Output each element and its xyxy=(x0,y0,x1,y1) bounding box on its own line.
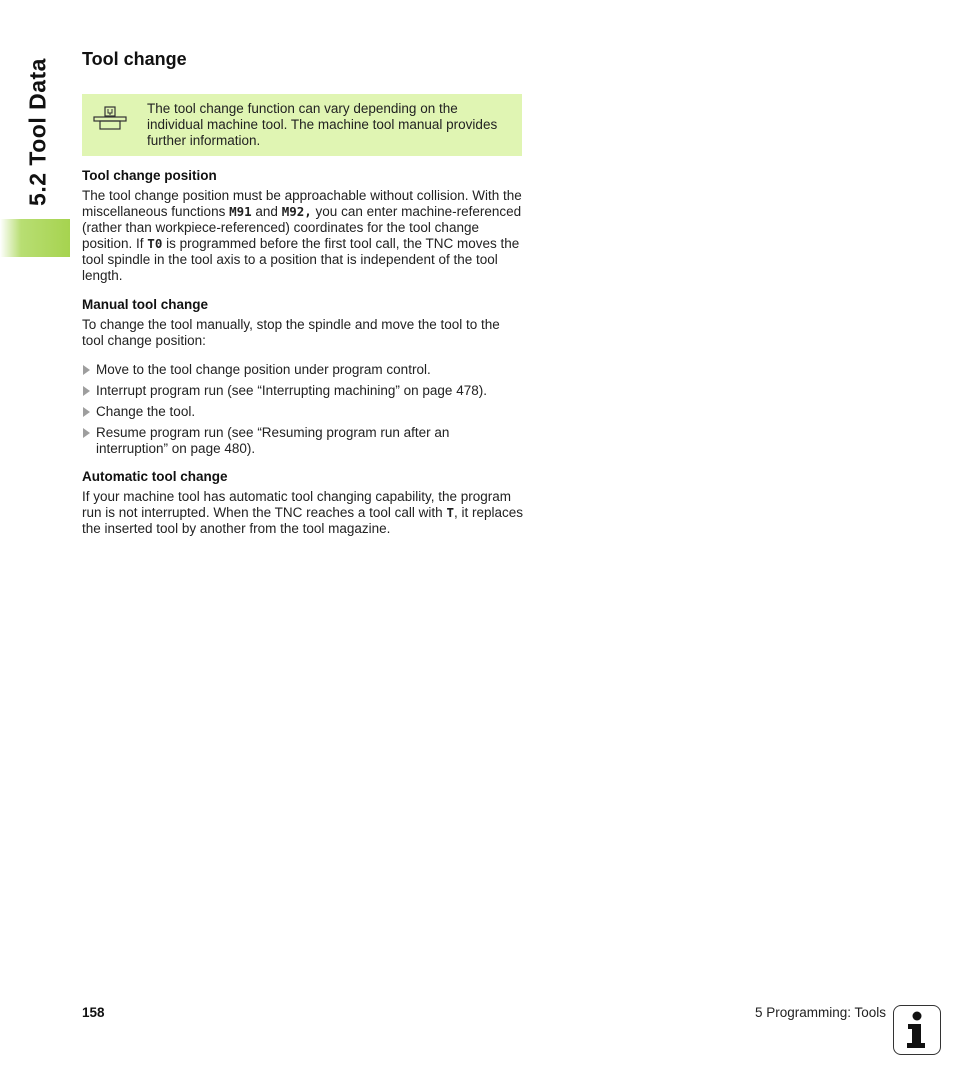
sidebar-section-label xyxy=(18,48,58,216)
automatic-paragraph xyxy=(82,489,524,537)
info-icon[interactable] xyxy=(893,1005,941,1055)
step-text: Interrupt program run (see “Interrupting machining” on page 478). xyxy=(96,383,487,398)
text-run: you can enter machine-referenced (rather than workpiece-referenced) coordinates for the tool change position. If xyxy=(82,204,522,251)
step-text: Change the tool. xyxy=(96,404,196,419)
sidebar-section-text: 5.2 Tool Data xyxy=(24,58,51,206)
note-text: The tool change function can vary depending on the individual machine tool. The machine tool manual provides further information. xyxy=(147,101,498,148)
info-glyph-icon xyxy=(894,1006,939,1053)
list-item xyxy=(82,362,524,378)
page-number: 158 xyxy=(82,1005,105,1020)
text-run: , it replaces the inserted tool by another from the tool magazine. xyxy=(82,505,523,536)
heading-automatic-tool-change: Automatic tool change xyxy=(82,469,228,484)
arrow-bullet-icon xyxy=(83,386,90,396)
manual-intro-paragraph: To change the tool manually, stop the spindle and move the tool to the tool change position: xyxy=(82,317,500,348)
code-m91: M91 xyxy=(229,204,252,219)
code-t: T xyxy=(446,505,454,520)
section-title: Tool change xyxy=(82,49,187,69)
arrow-bullet-icon xyxy=(83,365,90,375)
arrow-bullet-icon xyxy=(83,428,90,438)
heading-tool-change-position: Tool change position xyxy=(82,168,217,183)
arrow-bullet-icon xyxy=(83,407,90,417)
heading-manual-tool-change: Manual tool change xyxy=(82,297,209,312)
text-run: and xyxy=(251,204,282,219)
text-run: If your machine tool has automatic tool changing capability, the program run is not interrupted. When the TNC reaches a tool call with xyxy=(82,489,511,520)
list-item xyxy=(82,404,524,420)
manual-steps-list xyxy=(82,362,524,457)
tool-change-position-paragraph xyxy=(82,188,524,284)
chapter-label: 5 Programming: Tools xyxy=(754,1005,886,1020)
text-run: The tool change position must be approachable without collision. With the miscellaneous functions xyxy=(82,188,522,219)
list-item xyxy=(82,383,524,399)
step-text: Resume program run (see “Resuming program run after an interruption” on page 480). xyxy=(96,425,450,456)
list-item xyxy=(82,425,524,457)
code-m92: M92, xyxy=(281,204,312,219)
step-text: Move to the tool change position under program control. xyxy=(96,362,431,377)
note-box xyxy=(82,94,522,156)
machine-tool-note-icon xyxy=(92,106,128,132)
code-t0: T0 xyxy=(147,236,163,251)
page-content xyxy=(82,46,524,550)
chapter-tab-marker xyxy=(0,219,70,257)
text-run: is programmed before the first tool call, the TNC moves the tool spindle in the tool axis to a position that is independent of the tool length. xyxy=(82,236,520,283)
